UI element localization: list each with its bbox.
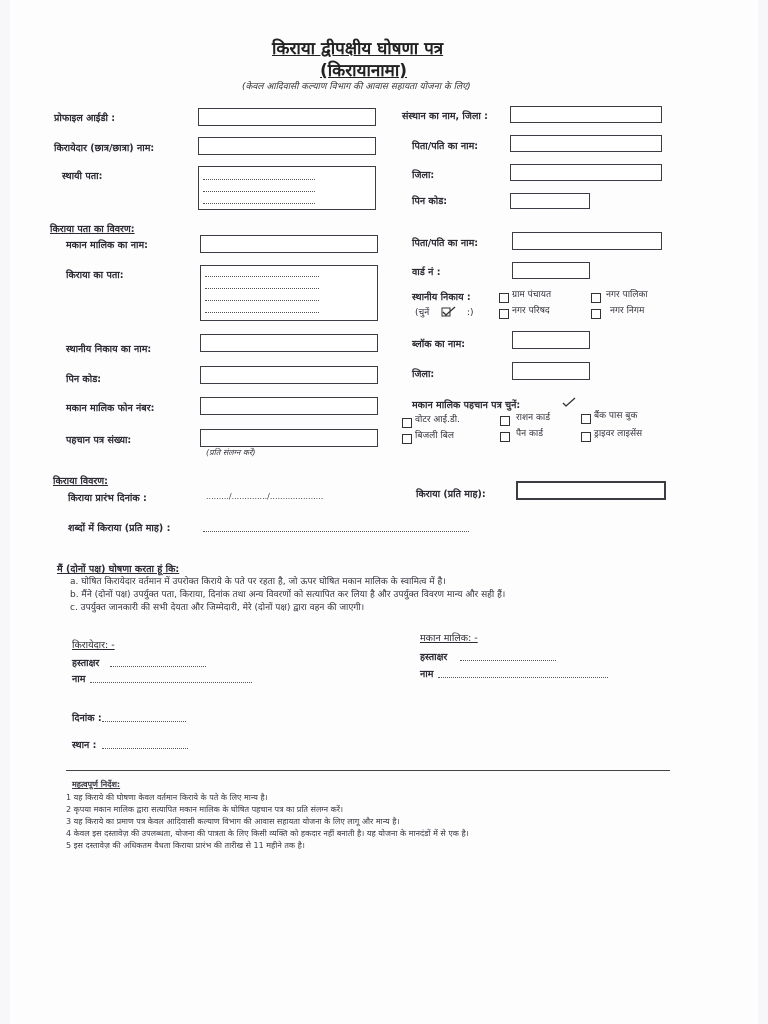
nagar-parishad-checkbox[interactable] bbox=[499, 309, 509, 319]
electricity-bill-checkbox[interactable] bbox=[402, 434, 412, 444]
rent-words-label: शब्दों में किराया (प्रति माह) : bbox=[68, 523, 171, 534]
owner-signature-label: हस्ताक्षर bbox=[420, 652, 448, 663]
owner-phone-label: मकान मालिक फोन नंबर: bbox=[66, 403, 155, 414]
local-body-name-field[interactable] bbox=[200, 334, 378, 352]
form-note: (केवल आदिवासी कल्याण विभाग की आवास सहायता योजना के लिए) bbox=[242, 82, 471, 92]
owner-pincode-label: पिन कोड: bbox=[66, 374, 102, 385]
instruction-item: 3 यह किराये का प्रमाण पत्र केवल आदिवासी कल्याण विभाग की आवास सहायता योजना के लिए लागू और मान्य है। bbox=[66, 817, 400, 826]
tenant-father-label: पिता/पति का नाम: bbox=[412, 141, 479, 152]
id-number-field[interactable] bbox=[200, 429, 378, 447]
rent-address-heading: किराया पता का विवरण: bbox=[50, 224, 135, 235]
tenant-district-field[interactable] bbox=[510, 164, 662, 181]
tenant-district-label: जिला: bbox=[412, 170, 435, 181]
instruction-item: 2 कृपया मकान मालिक द्वारा सत्यापित मकान मालिक के घोषित पहचान पत्र का प्रति संलग्न करें। bbox=[66, 805, 344, 814]
tenant-sign-heading: किरायेदार: - bbox=[72, 640, 115, 651]
tenant-name-field[interactable] bbox=[198, 137, 376, 155]
start-date-label: किराया प्रारंभ दिनांक : bbox=[68, 493, 147, 504]
check-mark-icon bbox=[441, 306, 457, 318]
owner-father-field[interactable] bbox=[512, 232, 662, 250]
tenant-name-sign-field[interactable] bbox=[90, 682, 252, 683]
driving-license-checkbox[interactable] bbox=[581, 432, 591, 442]
nagar-palika-label: नगर पालिका bbox=[606, 290, 648, 300]
tenant-father-field[interactable] bbox=[510, 135, 662, 152]
local-body-label: स्थानीय निकाय : bbox=[412, 292, 471, 303]
pan-card-checkbox[interactable] bbox=[500, 432, 510, 442]
voter-id-label: वोटर आई.डी. bbox=[415, 415, 460, 425]
choose-close: :) bbox=[467, 308, 474, 318]
block-name-label: ब्लॉक का नाम: bbox=[412, 339, 466, 350]
nagar-parishad-label: नगर परिषद bbox=[512, 306, 550, 316]
block-name-field[interactable] bbox=[512, 331, 590, 349]
rent-address-field[interactable] bbox=[200, 265, 378, 321]
owner-district-label: जिला: bbox=[412, 369, 435, 380]
place-field[interactable] bbox=[102, 748, 188, 749]
owner-name-field[interactable] bbox=[200, 235, 378, 253]
institution-field[interactable] bbox=[510, 106, 662, 123]
rent-details-heading: किराया विवरण: bbox=[53, 476, 108, 487]
nagar-nigam-label: नगर निगम bbox=[610, 306, 645, 316]
owner-district-field[interactable] bbox=[512, 362, 590, 380]
instruction-item: 4 केवल इस दस्तावेज़ की उपलब्धता, योजना की पात्रता के लिए किसी व्यक्ति को हकदार नहीं बनाती है। यह योजना के मानदंडों में से एक है। bbox=[66, 829, 469, 838]
rent-monthly-label: किराया (प्रति माह): bbox=[416, 489, 486, 500]
ward-no-label: वार्ड नं : bbox=[412, 267, 441, 278]
declaration-a: a. घोषित किरायेदार वर्तमान में उपरोक्त किराये के पते पर रहता है, जो ऊपर घोषित मकान मालिक के स्वामित्व में है। bbox=[70, 577, 446, 587]
ration-card-checkbox[interactable] bbox=[500, 416, 510, 426]
rent-words-field[interactable] bbox=[203, 531, 469, 532]
place-label: स्थान : bbox=[72, 740, 97, 751]
voter-id-checkbox[interactable] bbox=[402, 418, 412, 428]
gram-panchayat-checkbox[interactable] bbox=[499, 293, 509, 303]
tenant-pincode-label: पिन कोड: bbox=[412, 196, 448, 207]
owner-name-label: मकान मालिक का नाम: bbox=[66, 240, 148, 251]
institution-label: संस्थान का नाम, जिला : bbox=[402, 111, 488, 122]
profile-id-field[interactable] bbox=[198, 108, 376, 126]
choose-label: (चुनें bbox=[415, 308, 430, 318]
instruction-item: 5 इस दस्तावेज़ की अधिकतम वैधता किराया प्रारंभ की तारीख से 11 महीने तक है। bbox=[66, 841, 305, 850]
form-subtitle: (किरायानामा) bbox=[320, 61, 408, 81]
date-label: दिनांक : bbox=[72, 713, 102, 724]
ward-no-field[interactable] bbox=[512, 262, 590, 279]
owner-phone-field[interactable] bbox=[200, 397, 378, 415]
start-date-field[interactable]: ........./............../..................... bbox=[206, 492, 324, 501]
bank-passbook-label: बैंक पास बुक bbox=[594, 411, 638, 421]
owner-id-check-icon bbox=[561, 397, 577, 409]
id-number-label: पहचान पत्र संख्या: bbox=[66, 435, 132, 446]
bank-passbook-checkbox[interactable] bbox=[581, 414, 591, 424]
tenant-name-label: किरायेदार (छात्र/छात्रा) नाम: bbox=[54, 143, 155, 154]
gram-panchayat-label: ग्राम पंचायत bbox=[512, 290, 552, 300]
form-title: किराया द्वीपक्षीय घोषणा पत्र bbox=[272, 39, 444, 59]
permanent-address-field[interactable] bbox=[198, 166, 376, 210]
instructions-heading: महत्वपूर्ण निर्देश: bbox=[72, 780, 121, 789]
profile-id-label: प्रोफाइल आईडी : bbox=[54, 113, 116, 124]
divider bbox=[66, 770, 670, 771]
instruction-item: 1 यह किराये की घोषणा केवल वर्तमान किराये के पते के लिए मान्य है। bbox=[66, 793, 268, 802]
owner-signature-field[interactable] bbox=[460, 660, 556, 661]
owner-id-choose-label: मकान मालिक पहचान पत्र चुनें: bbox=[412, 400, 521, 411]
rent-monthly-field[interactable] bbox=[516, 481, 666, 500]
owner-sign-heading: मकान मालिक: - bbox=[420, 633, 478, 644]
nagar-palika-checkbox[interactable] bbox=[591, 293, 601, 303]
date-field[interactable] bbox=[102, 721, 186, 722]
nagar-nigam-checkbox[interactable] bbox=[591, 309, 601, 319]
declaration-c: c. उपर्युक्त जानकारी की सभी देयता और जिम्मेदारी, मेरे (दोनों पक्ष) द्वारा वहन की जाएगी। bbox=[70, 603, 365, 613]
driving-license-label: ड्राइवर लाइसेंस bbox=[594, 429, 643, 439]
tenant-name-sign-label: नाम bbox=[72, 674, 86, 685]
tenant-signature-field[interactable] bbox=[110, 666, 206, 667]
attach-copy-note: (प्रति संलग्न करें) bbox=[206, 448, 256, 457]
form-page bbox=[10, 0, 758, 1024]
permanent-address-label: स्थायी पता: bbox=[62, 171, 103, 182]
pan-card-label: पैन कार्ड bbox=[516, 429, 544, 439]
owner-pincode-field[interactable] bbox=[200, 366, 378, 384]
owner-name-sign-field[interactable] bbox=[438, 677, 608, 678]
electricity-bill-label: बिजली बिल bbox=[415, 431, 455, 441]
local-body-name-label: स्थानीय निकाय का नाम: bbox=[66, 344, 152, 355]
ration-card-label: राशन कार्ड bbox=[516, 413, 551, 423]
tenant-signature-label: हस्ताक्षर bbox=[72, 658, 100, 669]
rent-address-label: किराया का पता: bbox=[66, 270, 124, 281]
owner-name-sign-label: नाम bbox=[420, 669, 434, 680]
declaration-b: b. मैंने (दोनों पक्ष) उपर्युक्त पता, किराया, दिनांक तथा अन्य विवरणों को सत्यापित कर लिया है और उपर्युक्त विवरण मान्य और सही हैं। bbox=[70, 590, 506, 600]
declaration-heading: मैं (दोनों पक्ष) घोषणा करता हूं कि: bbox=[57, 564, 180, 575]
tenant-pincode-field[interactable] bbox=[510, 193, 590, 209]
owner-father-label: पिता/पति का नाम: bbox=[412, 238, 479, 249]
